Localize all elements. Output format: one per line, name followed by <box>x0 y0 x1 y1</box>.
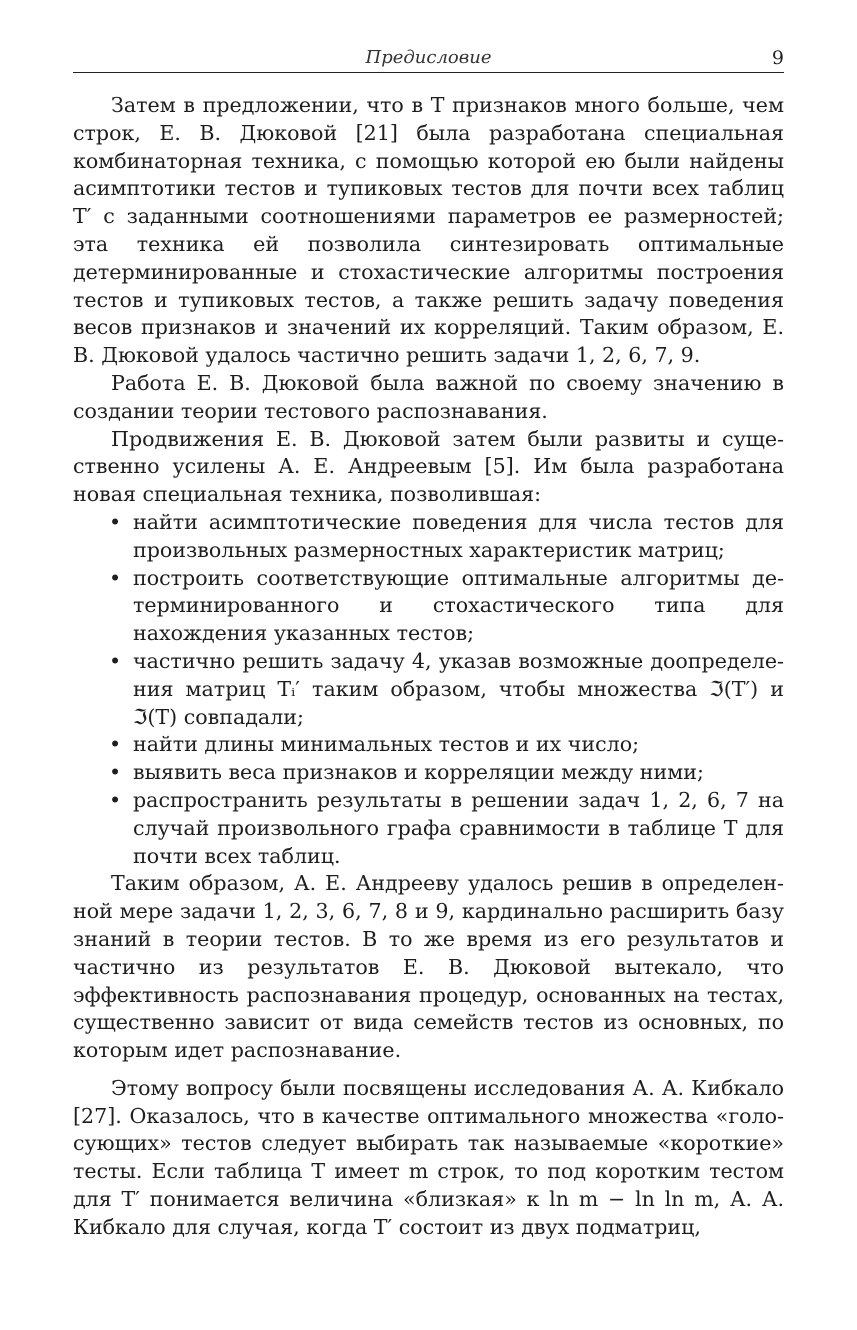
page-number: 9 <box>771 47 784 69</box>
list-item <box>73 648 784 731</box>
paragraph: Этому вопросу были посвящены исследования А. А. Кибкало [27]. Оказалось, что в качестве оптимального множества «голосующих» тестов следует выбирать так называемые «короткие» тесты. Если таблица T имеет m строк, то под коротким тестом для T′ понимается величина «близкая» к ln m − ln ln m, А. А. Кибкало для случая, когда T′ состоит из двух подматриц, <box>73 1075 784 1239</box>
list-item <box>73 759 784 787</box>
list-item <box>73 565 784 648</box>
paragraph: Затем в предложении, что в T признаков много больше, чем строк, Е. В. Дюковой [21] была разработана специальная комбинаторная техника, с помощью которой ею были найдены асимптотики тестов и тупиковых тестов для почти всех таблиц T′ с заданными соотношениями параметров ее размерностей; эта техника ей позволила синтезировать оптимальные детерминированные и стохастические алгоритмы построения тестов и тупиковых тестов, а также решить задачу поведения весов признаков и значений их корреляций. Таким образом, Е. В. Дюковой удалось частично решить задачи 1, 2, 6, 7, 9. <box>73 93 784 368</box>
list-item <box>73 509 784 565</box>
body-text <box>73 92 784 1242</box>
paragraph: Продвижения Е. В. Дюковой затем были развиты и существенно усилены А. Е. Андреевым [5]. Им была разработана новая специальная техника, позволившая: <box>73 426 784 507</box>
bullet-icon: • <box>109 648 122 673</box>
bullet-icon: • <box>109 565 122 590</box>
running-title: Предисловие <box>365 47 492 68</box>
list-item-text: найти асимптотические поведения для числа тестов для произвольных размерностных характеристик матриц; <box>133 509 784 562</box>
bullet-icon: • <box>109 760 122 785</box>
paragraph: Работа Е. В. Дюковой была важной по своему значению в создании теории тестового распознавания. <box>73 370 784 423</box>
list-item-text: выявить веса признаков и корреляции между ними; <box>133 760 704 785</box>
bullet-list <box>73 509 784 870</box>
list-item-text: распространить результаты в решении задач 1, 2, 6, 7 на случай произвольного графа сравнимости в таблице T для почти всех таблиц. <box>133 787 784 868</box>
bullet-icon: • <box>109 787 122 812</box>
list-item-text: найти длины минимальных тестов и их число; <box>133 732 640 757</box>
list-item <box>73 731 784 759</box>
bullet-icon: • <box>109 509 122 534</box>
running-header <box>73 44 784 73</box>
bullet-icon: • <box>109 732 122 757</box>
paragraph: Таким образом, А. Е. Андрееву удалось решив в определенной мере задачи 1, 2, 3, 6, 7, 8 и 9, кардинально расширить базу знаний в теории тестов. В то же время из его результатов и частично из результатов Е. В. Дюковой вытекало, что эффективность распознавания процедур, основанных на тестах, существенно зависит от вида семейств тестов из основных, по которым идет распознавание. <box>73 871 784 1063</box>
list-item-text: частично решить задачу 4, указав возможные доопределения матриц Tᵢ′ таким образом, чтобы множества ℑ(T′) и ℑ(T) совпадали; <box>133 648 784 729</box>
list-item-text: построить соответствующие оптимальные алгоритмы детерминированного и стохастического типа для нахождения указанных тестов; <box>133 565 784 646</box>
list-item <box>73 787 784 870</box>
